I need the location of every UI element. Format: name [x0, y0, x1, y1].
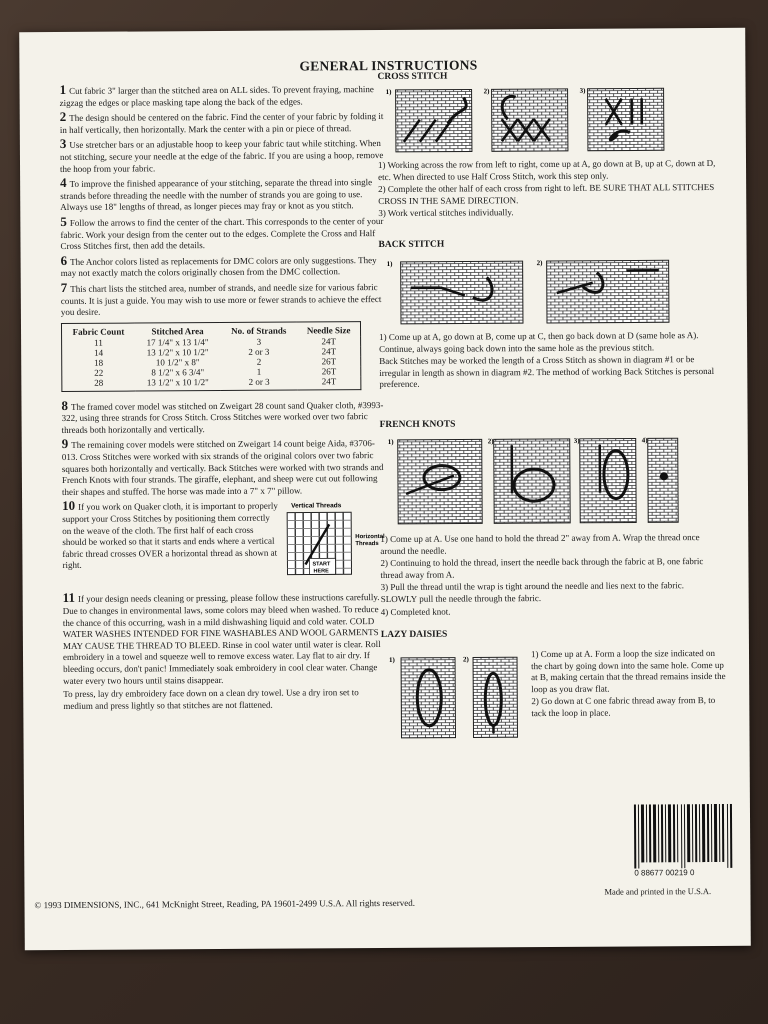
lazy-daisies-text: 1) Come up at A. Form a loop the size indicated on the chart by going down into the same hole. Come up at B, making certain that the thread remains inside the loop as you draw flat. 2) Go down at C one fabric thread away from B, to tack the loop in place.	[530, 647, 726, 719]
page-title: GENERAL INSTRUCTIONS	[299, 57, 478, 74]
upc-barcode	[632, 804, 736, 877]
cross-stitch-heading: CROSS STITCH	[377, 71, 448, 83]
step-7: 7 This chart lists the stitched area, number of strands, and needle size for various fabric counts. It is just a guide. You may wish to use more or fewer strands to achieve the effect you desire.	[60, 279, 382, 318]
step-1: 1 Cut fabric 3" larger than the stitched area on ALL sides. To prevent fraying, machine zigzag the edges or place masking tape along the back of the edges.	[59, 81, 374, 108]
col-header: Stitched Area	[151, 325, 204, 337]
svg-text:3): 3)	[573, 436, 580, 445]
cross-stitch-diagrams	[386, 84, 676, 158]
col-header: Needle Size	[306, 324, 351, 336]
svg-text:1): 1)	[385, 87, 392, 96]
step-8: 8 The framed cover model was stitched on Zweigart 28 count sand Quaker cloth, #3993-322, using three strands for Cross Stitch. Cross Stitches were worked over two fabric threads both horizontally and vertically.	[61, 397, 384, 435]
instruction-sheet	[19, 28, 751, 950]
svg-text:1): 1)	[387, 437, 394, 446]
table-row: 11 17 1/4" x 13 1/4" 3 24T	[94, 335, 337, 348]
step-10-block	[62, 498, 387, 575]
step-9: 9 The remaining cover models were stitched on Zweigart 14 count beige Aida, #3706-013. Cross Stitches were worked with six strands of the original colors over two fabric squares both horizontally and vertically. Back Stitches were worked with two strands and French Knots with four strands. The giraffe, elephant, and sheep were cut out following their shapes and stuffed. The horse was made into a 7" x 7" pillow.	[61, 436, 384, 497]
step-2: 2 The design should be centered on the fabric. Find the center of your fabric by folding it in half vertically, then horizontally. Mark the center with a pin or piece of thread.	[59, 109, 384, 135]
step-3: 3 Use stretcher bars or an adjustable hoop to keep your fabric taut while stitching. When not stitching, secure your needle at the edge of the fabric. If you are using a hoop, remove the hoop from your fabric.	[59, 136, 384, 174]
svg-text:1): 1)	[389, 655, 395, 664]
press-note: To press, lay dry embroidery face down on a clean dry towel. Use a dry iron set to medium and press lightly so that stitches are not flattened.	[63, 687, 359, 711]
french-knots-diagrams	[388, 434, 685, 532]
made-in-label: Made and printed in the U.S.A.	[604, 886, 712, 897]
vertical-threads-label: Vertical Threads	[291, 502, 342, 511]
table-row: 22 8 1/2" x 6 3/4" 1 26T	[94, 365, 337, 378]
svg-text:2): 2)	[536, 259, 543, 268]
svg-text:1): 1)	[386, 259, 393, 268]
step-4: 4 To improve the finished appearance of your stitching, separate the thread into single strands before threading the needle with the number of strands you are going to use. Always use 18" lengths of thread, as longer pieces may fray or knot as you stitch.	[60, 175, 373, 213]
svg-text:3): 3)	[579, 86, 586, 95]
step-5: 5 Follow the arrows to find the center of the chart. This corresponds to the center of your fabric. Work your design from the center out to the edges. Complete the Cross and Half Cross Stitches first, then add the details.	[60, 213, 384, 252]
svg-text:Horizontal: Horizontal	[355, 534, 385, 541]
step-10: 10 If you work on Quaker cloth, it is important to properly support your Cross Stitches by positioning them correctly on the weave of the cloth. The first half of each cross should be worked so that it starts and ends where a vertical fabric thread crosses OVER a horizontal thread as shown at right.	[62, 498, 278, 571]
svg-text:2): 2)	[463, 655, 469, 664]
svg-text:HERE: HERE	[313, 568, 329, 575]
col-header: No. of Strands	[231, 325, 287, 336]
back-stitch-text: 1) Come up at A, go down at B, come up at C, then go back down at D (same hole as A). Continue, always going back down into the same hole as the previous stitch. Back Stitches may be worked the length of a Cross Stitch as shown in diagram #1 or be irregular in length as shown in diagram #2. The method of working Back Stitches is personal preference.	[379, 330, 715, 390]
french-knots-text: 1) Come up at A. Use one hand to hold the thread 2" away from A. Wrap the thread once around the needle. 2) Continuing to hold the thread, insert the needle back through the fabric at B, one fabric thread away from A. 3) Pull the thread until the wrap is tight around the needle and lies next to the fabric. SLOWLY pull the needle through the fabric. 4) Completed knot.	[380, 532, 704, 617]
svg-text:2): 2)	[487, 437, 494, 446]
lazy-daisies-diagrams	[389, 647, 526, 744]
table-row: 28 13 1/2" x 10 1/2" 2 or 3 24T	[94, 375, 337, 388]
copyright-footer: © 1993 DIMENSIONS, INC., 641 McKnight Street, Reading, PA 19601-2499 U.S.A. All rights reserved.	[34, 897, 416, 911]
back-stitch-heading: BACK STITCH	[378, 239, 445, 251]
svg-text:START: START	[312, 561, 331, 568]
left-column	[60, 82, 389, 714]
back-stitch-diagrams	[387, 256, 677, 330]
cross-stitch-text: 1) Working across the row from left to right, come up at A, go down at B, up at C, down at D, etc. When directed to use Half Cross Stitch, work this step only. 2) Complete the other half of each cross from right to left. BE SURE THAT ALL STITCHES CROSS IN THE SAME DIRECTION. 3) Work vertical stitches individually.	[377, 157, 716, 219]
barcode-number: 0 88677 00219 0	[634, 868, 695, 878]
step-6: 6 The Anchor colors listed as replacements for DMC colors are only suggestions. They may not exactly match the colors originally chosen from the DMC collection.	[60, 252, 377, 279]
lazy-daisies-heading: LAZY DAISIES	[380, 629, 448, 641]
fabric-table	[61, 321, 361, 392]
svg-text:4): 4)	[641, 436, 648, 445]
step-11: 11 If your design needs cleaning or pressing, please follow these instructions carefully. Due to changes in environmental laws, some colors may bleed when washed. To reduce the chance of this occurring, wash in a mild dishwashing liquid and cold water. COLD WATER WASHES INTENDED FOR FINE WASHABLES AND WOOL GARMENTS MAY CAUSE THE THREAD TO BLEED. Rinse in cool water until water is clear. Roll embroidery in a towel and squeeze well to remove excess water. Lay flat to air dry. If bleeding occurs, don't panic! Immediately soak embroidery in cool clear water. Change water every two hours until stains disappear.	[62, 590, 381, 686]
table-row: 14 13 1/2" x 10 1/2" 2 or 3 24T	[94, 345, 337, 358]
svg-text:Threads: Threads	[355, 541, 379, 548]
quaker-cloth-diagram	[283, 498, 388, 591]
svg-text:2): 2)	[483, 87, 490, 96]
col-header: Fabric Count	[72, 326, 125, 337]
table-row: 18 10 1/2" x 8" 2 26T	[94, 355, 337, 368]
french-knots-heading: FRENCH KNOTS	[379, 419, 456, 431]
